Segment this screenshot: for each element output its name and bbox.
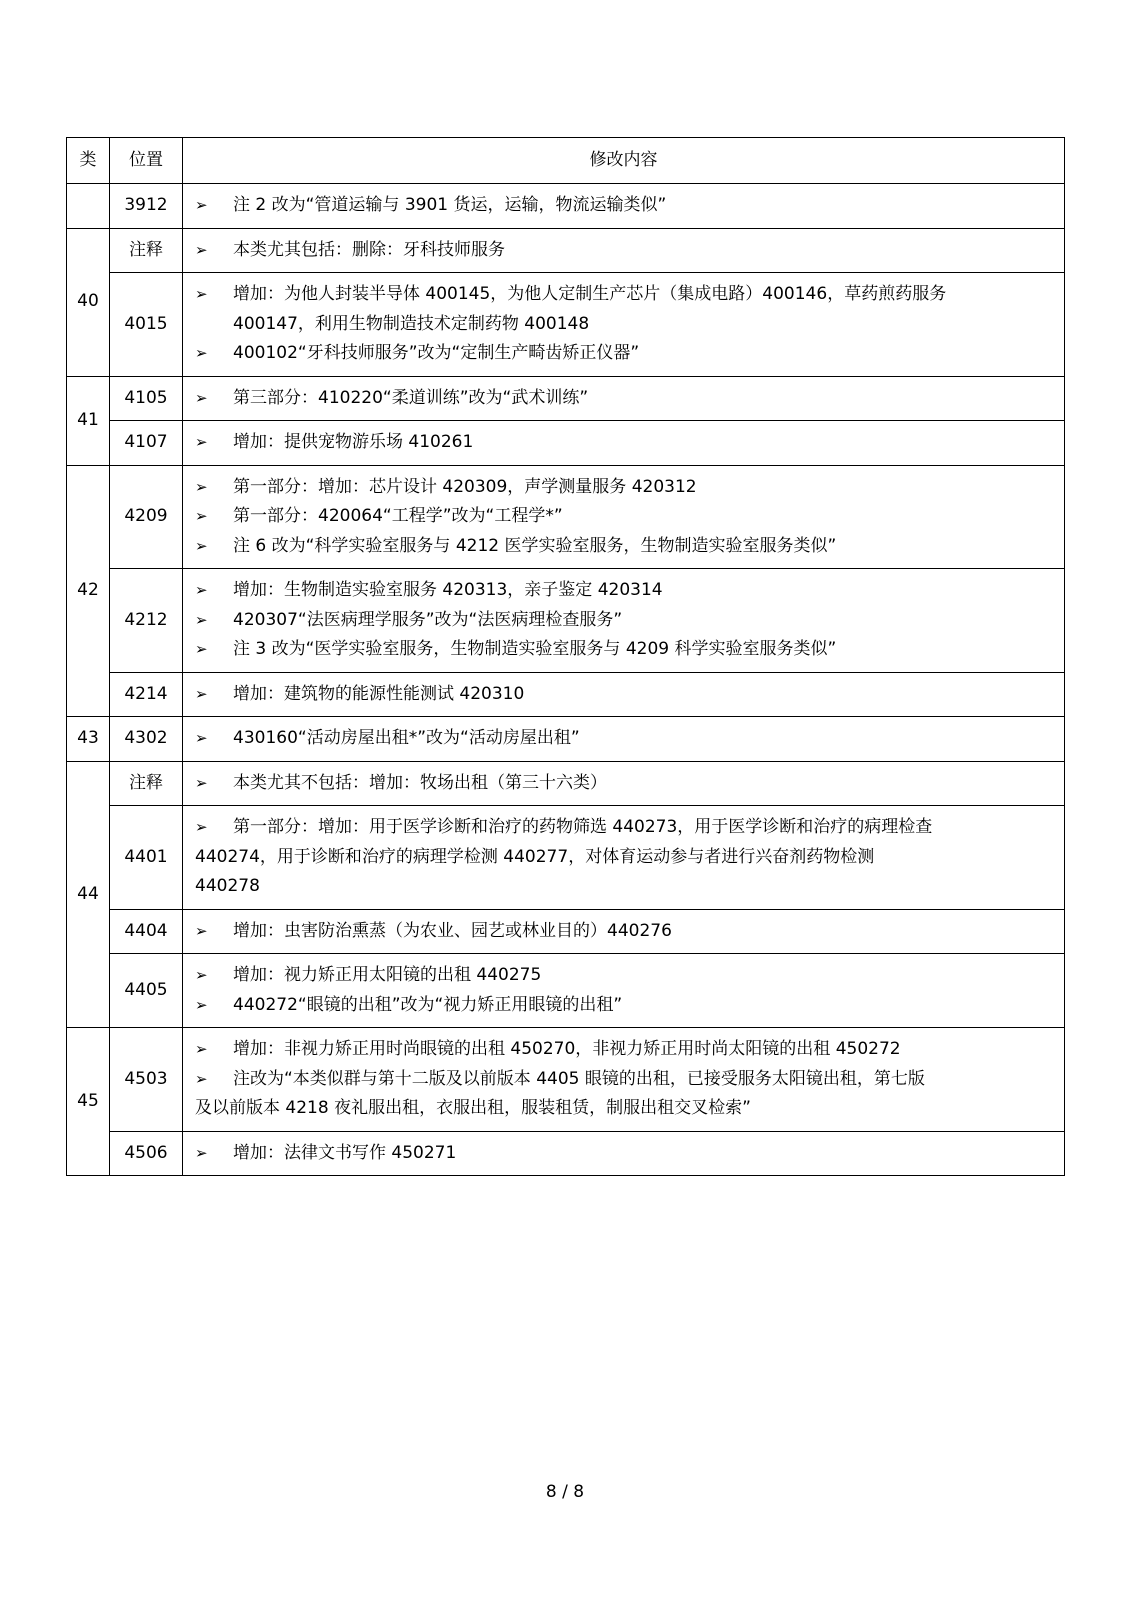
- table-row: [67, 184, 1065, 229]
- content-cell: [183, 954, 1065, 1028]
- arrow-bullet-icon: ➢: [195, 285, 208, 303]
- content-text: 420307“法医病理学服务”改为“法医病理检查服务”: [233, 609, 623, 630]
- position-cell: 4212: [110, 569, 183, 673]
- content-text: 本类尤其包括：删除：牙科技师服务: [233, 239, 505, 260]
- table-row: [67, 1028, 1065, 1132]
- table-row: [67, 421, 1065, 466]
- position-cell: 4503: [110, 1028, 183, 1132]
- position-cell: 4214: [110, 672, 183, 717]
- arrow-bullet-icon: ➢: [195, 966, 208, 984]
- content-text: 增加：法律文书写作 450271: [233, 1142, 457, 1163]
- header-content: 修改内容: [183, 138, 1065, 184]
- position-cell: 4302: [110, 717, 183, 762]
- content-item: [195, 813, 1054, 843]
- content-text: 注改为“本类似群与第十二版及以前版本 4405 眼镜的出租，已接受服务太阳镜出租，第七版: [233, 1068, 925, 1089]
- content-item: [195, 384, 1054, 414]
- arrow-bullet-icon: ➢: [195, 921, 208, 940]
- content-item: [195, 917, 1054, 947]
- arrow-bullet-icon: ➢: [195, 1069, 208, 1088]
- class-cell: 40: [67, 228, 110, 376]
- content-cell: [183, 909, 1065, 954]
- content-text: 增加：视力矫正用太阳镜的出租 440275: [233, 965, 542, 985]
- table-row: [67, 672, 1065, 717]
- content-cell: [183, 465, 1065, 569]
- class-cell: 42: [67, 465, 110, 717]
- table-row: [67, 376, 1065, 421]
- position-cell: 4015: [110, 273, 183, 377]
- header-class: 类: [67, 138, 110, 184]
- content-item: [195, 769, 1054, 799]
- content-item: [195, 280, 1054, 339]
- table-row: [67, 954, 1065, 1028]
- content-item: [195, 428, 1054, 458]
- content-item: [195, 532, 1054, 562]
- content-text: 400102“牙科技师服务”改为“定制生产畸齿矫正仪器”: [233, 343, 640, 363]
- content-cell: [183, 717, 1065, 762]
- content-cell: [183, 376, 1065, 421]
- page-number: 8 / 8: [545, 1482, 585, 1502]
- content-cell: [183, 672, 1065, 717]
- content-cell: [183, 1131, 1065, 1176]
- content-text-continued: 400147，利用生物制造技术定制药物 400148: [233, 313, 590, 334]
- position-cell: 4404: [110, 909, 183, 954]
- class-cell: 44: [67, 761, 110, 1028]
- table-row: [67, 465, 1065, 569]
- table-row: [67, 761, 1065, 806]
- content-text: 第三部分：410220“柔道训练”改为“武术训练”: [233, 387, 589, 408]
- content-text: 增加：虫害防治熏蒸（为农业、园艺或林业目的）440276: [233, 920, 672, 941]
- content-item: [195, 473, 1054, 503]
- content-cell: [183, 761, 1065, 806]
- content-text: 注 6 改为“科学实验室服务与 4212 医学实验室服务，生物制造实验室服务类似”: [233, 535, 837, 556]
- content-item: [195, 961, 1054, 991]
- table-row: [67, 1131, 1065, 1176]
- content-text: 增加：为他人封装半导体 400145，为他人定制生产芯片（集成电路）400146，草药煎药服务: [233, 284, 947, 304]
- arrow-bullet-icon: ➢: [195, 818, 208, 836]
- arrow-bullet-icon: ➢: [195, 773, 208, 792]
- arrow-bullet-icon: ➢: [195, 388, 208, 407]
- content-text-continued: 440274，用于诊断和治疗的病理学检测 440277，对体育运动参与者进行兴奋剂药物检测: [195, 846, 875, 867]
- content-text: 注 2 改为“管道运输与 3901 货运，运输，物流运输类似”: [233, 195, 667, 215]
- arrow-bullet-icon: ➢: [195, 433, 208, 451]
- position-cell: 4107: [110, 421, 183, 466]
- position-cell: 3912: [110, 184, 183, 229]
- arrow-bullet-icon: ➢: [195, 640, 208, 658]
- arrow-bullet-icon: ➢: [195, 240, 208, 259]
- content-item: [195, 1139, 1054, 1169]
- header-position: 位置: [110, 138, 183, 184]
- position-cell: 4209: [110, 465, 183, 569]
- content-cell: [183, 228, 1065, 273]
- class-cell: 41: [67, 376, 110, 465]
- content-cell: [183, 421, 1065, 466]
- content-item: [195, 236, 1054, 266]
- content-text: 增加：非视力矫正用时尚眼镜的出租 450270，非视力矫正用时尚太阳镜的出租 450272: [233, 1039, 901, 1059]
- position-cell: 4506: [110, 1131, 183, 1176]
- content-item: [195, 991, 1054, 1021]
- content-text-continued: 及以前版本 4218 夜礼服出租，衣服出租，服装租赁，制服出租交叉检索”: [195, 1098, 751, 1118]
- position-cell: 4401: [110, 806, 183, 910]
- content-text: 增加：建筑物的能源性能测试 420310: [233, 683, 525, 704]
- arrow-bullet-icon: ➢: [195, 536, 208, 555]
- content-item: [195, 1065, 1054, 1095]
- content-item: [195, 635, 1054, 665]
- content-item: [195, 724, 1054, 754]
- content-cell: [183, 273, 1065, 377]
- content-item: [195, 680, 1054, 710]
- table-row: [67, 569, 1065, 673]
- content-text: 注 3 改为“医学实验室服务，生物制造实验室服务与 4209 科学实验室服务类似”: [233, 639, 837, 659]
- arrow-bullet-icon: ➢: [195, 507, 208, 525]
- arrow-bullet-icon: ➢: [195, 1040, 208, 1058]
- arrow-bullet-icon: ➢: [195, 1143, 208, 1162]
- position-cell: 注释: [110, 761, 183, 806]
- position-cell: 注释: [110, 228, 183, 273]
- arrow-bullet-icon: ➢: [195, 729, 208, 747]
- content-text: 第一部分：增加：芯片设计 420309，声学测量服务 420312: [233, 476, 697, 497]
- table-row: [67, 273, 1065, 377]
- class-cell: 45: [67, 1028, 110, 1176]
- arrow-bullet-icon: ➢: [195, 995, 208, 1014]
- content-item: [195, 339, 1054, 369]
- content-text: 增加：生物制造实验室服务 420313，亲子鉴定 420314: [233, 580, 663, 600]
- arrow-bullet-icon: ➢: [195, 684, 208, 703]
- content-cell: [183, 569, 1065, 673]
- table-row: [67, 909, 1065, 954]
- content-item: [195, 1035, 1054, 1065]
- content-text: 第一部分：增加：用于医学诊断和治疗的药物筛选 440273，用于医学诊断和治疗的病理检查: [233, 817, 933, 837]
- table-row: [67, 717, 1065, 762]
- class-cell: 43: [67, 717, 110, 762]
- content-cell: [183, 184, 1065, 229]
- arrow-bullet-icon: ➢: [195, 610, 208, 629]
- arrow-bullet-icon: ➢: [195, 196, 208, 214]
- content-text-continued: 440278: [195, 876, 260, 896]
- content-item: [195, 606, 1054, 636]
- arrow-bullet-icon: ➢: [195, 581, 208, 599]
- arrow-bullet-icon: ➢: [195, 344, 208, 362]
- table-row: [67, 806, 1065, 910]
- amendment-table: [66, 137, 1065, 1176]
- content-text: 440272“眼镜的出租”改为“视力矫正用眼镜的出租”: [233, 994, 623, 1015]
- content-item: [195, 576, 1054, 606]
- position-cell: 4405: [110, 954, 183, 1028]
- table-header-row: [67, 138, 1065, 184]
- class-cell: [67, 184, 110, 229]
- content-text: 本类尤其不包括：增加：牧场出租（第三十六类）: [233, 772, 607, 793]
- content-cell: [183, 1028, 1065, 1132]
- arrow-bullet-icon: ➢: [195, 477, 208, 496]
- table-row: [67, 228, 1065, 273]
- position-cell: 4105: [110, 376, 183, 421]
- content-text: 430160“活动房屋出租*”改为“活动房屋出租”: [233, 728, 580, 748]
- content-text: 增加：提供宠物游乐场 410261: [233, 432, 474, 452]
- content-cell: [183, 806, 1065, 910]
- content-item: [195, 502, 1054, 532]
- content-text: 第一部分：420064“工程学”改为“工程学*”: [233, 506, 563, 526]
- content-item: [195, 191, 1054, 221]
